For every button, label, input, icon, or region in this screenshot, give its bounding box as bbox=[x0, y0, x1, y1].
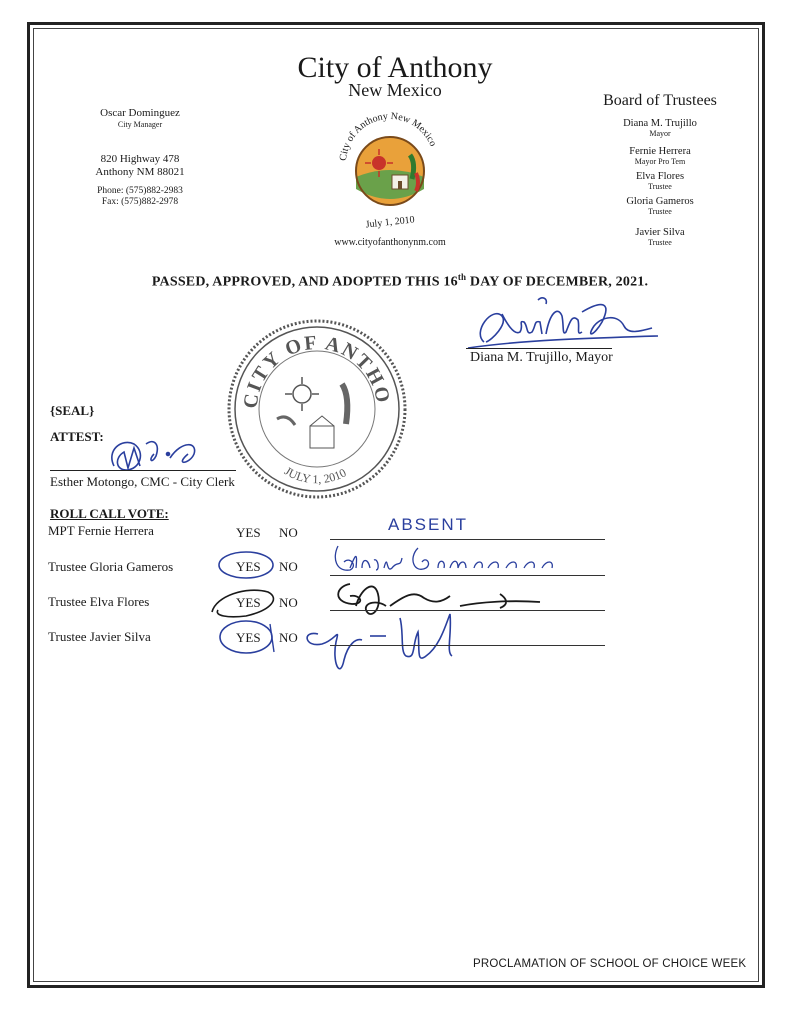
seal-top-text: CITY OF ANTHONY bbox=[213, 297, 395, 410]
board-member bbox=[590, 227, 730, 247]
adoption-statement bbox=[60, 272, 740, 291]
no-option: NO bbox=[279, 630, 298, 645]
manager-name: Oscar Dominguez bbox=[100, 107, 180, 119]
roll-call-member: Trustee Elva Flores bbox=[48, 594, 150, 609]
manager-block bbox=[55, 107, 225, 129]
mayor-signature bbox=[462, 292, 662, 352]
city-name: City of Anthony bbox=[297, 51, 493, 84]
seal-bottom-text: JULY 1, 2010 bbox=[282, 463, 349, 487]
website: www.cityofanthonynm.com bbox=[334, 237, 446, 248]
address-block bbox=[55, 153, 225, 179]
board-member-name: Diana M. Trujillo bbox=[623, 118, 697, 129]
fax: Fax: (575)882-2978 bbox=[101, 197, 179, 207]
city-seal bbox=[213, 297, 412, 504]
board-title: Board of Trustees bbox=[603, 92, 717, 109]
manager-title: City Manager bbox=[117, 120, 163, 129]
yes-circle-mark bbox=[216, 548, 276, 580]
board-member-role: Trustee bbox=[648, 182, 672, 191]
silva-signature bbox=[300, 604, 480, 684]
roll-call-member: Trustee Javier Silva bbox=[48, 629, 151, 644]
board-member-role: Mayor Pro Tem bbox=[634, 157, 686, 166]
board-member-role: Trustee bbox=[648, 238, 672, 247]
city-logo bbox=[330, 103, 450, 233]
phone: Phone: (575)882-2983 bbox=[97, 186, 183, 196]
no-option: NO bbox=[279, 559, 298, 574]
roll-call-member: Trustee Gloria Gameros bbox=[48, 559, 174, 574]
board-member-role: Trustee bbox=[648, 207, 672, 216]
logo-arc-text: City of Anthony New Mexico bbox=[337, 110, 439, 162]
svg-text:CITY OF ANTHONY bbox=[214, 297, 394, 410]
board-member bbox=[590, 196, 730, 216]
board-member bbox=[590, 171, 730, 191]
yes-option: YES bbox=[236, 630, 261, 645]
adoption-prefix: PASSED, APPROVED, AND ADOPTED THIS 16 bbox=[151, 274, 458, 290]
board-member-name: Javier Silva bbox=[635, 227, 685, 238]
yes-option: YES bbox=[236, 559, 261, 574]
board-member bbox=[590, 118, 730, 138]
vote-signature-line bbox=[330, 645, 605, 646]
adoption-rest: DAY OF DECEMBER, 2021. bbox=[466, 274, 649, 290]
footer-title: PROCLAMATION OF SCHOOL OF CHOICE WEEK bbox=[473, 958, 747, 970]
yes-option: YES bbox=[236, 595, 261, 610]
seal-label: {SEAL} bbox=[50, 403, 95, 418]
board-member-name: Elva Flores bbox=[635, 171, 685, 182]
roll-call-member: MPT Fernie Herrera bbox=[48, 523, 154, 538]
mayor-signature-line bbox=[466, 348, 612, 349]
clerk-signature-line bbox=[50, 470, 236, 471]
no-option: NO bbox=[279, 525, 298, 540]
attest-label: ATTEST: bbox=[50, 429, 104, 444]
board-member bbox=[590, 146, 730, 166]
board-member-name: Gloria Gameros bbox=[626, 196, 694, 207]
roll-call-title: ROLL CALL VOTE: bbox=[50, 506, 169, 521]
yes-option: YES bbox=[236, 525, 261, 540]
absent-handwritten: ABSENT bbox=[388, 515, 469, 534]
address-line1: 820 Highway 478 bbox=[100, 153, 180, 165]
mayor-name: Diana M. Trujillo, Mayor bbox=[470, 350, 613, 365]
yes-circle-mark bbox=[216, 616, 282, 658]
logo-date: July 1, 2010 bbox=[365, 214, 416, 231]
clerk-name: Esther Motongo, CMC - City Clerk bbox=[50, 474, 235, 489]
city-state: New Mexico bbox=[348, 80, 442, 100]
no-option: NO bbox=[279, 595, 298, 610]
board-member-name: Fernie Herrera bbox=[629, 146, 691, 157]
phone-block bbox=[55, 186, 225, 208]
address-line2: Anthony NM 88021 bbox=[95, 166, 185, 178]
board-member-role: Mayor bbox=[649, 129, 671, 138]
adoption-day-suffix: th bbox=[457, 272, 467, 282]
